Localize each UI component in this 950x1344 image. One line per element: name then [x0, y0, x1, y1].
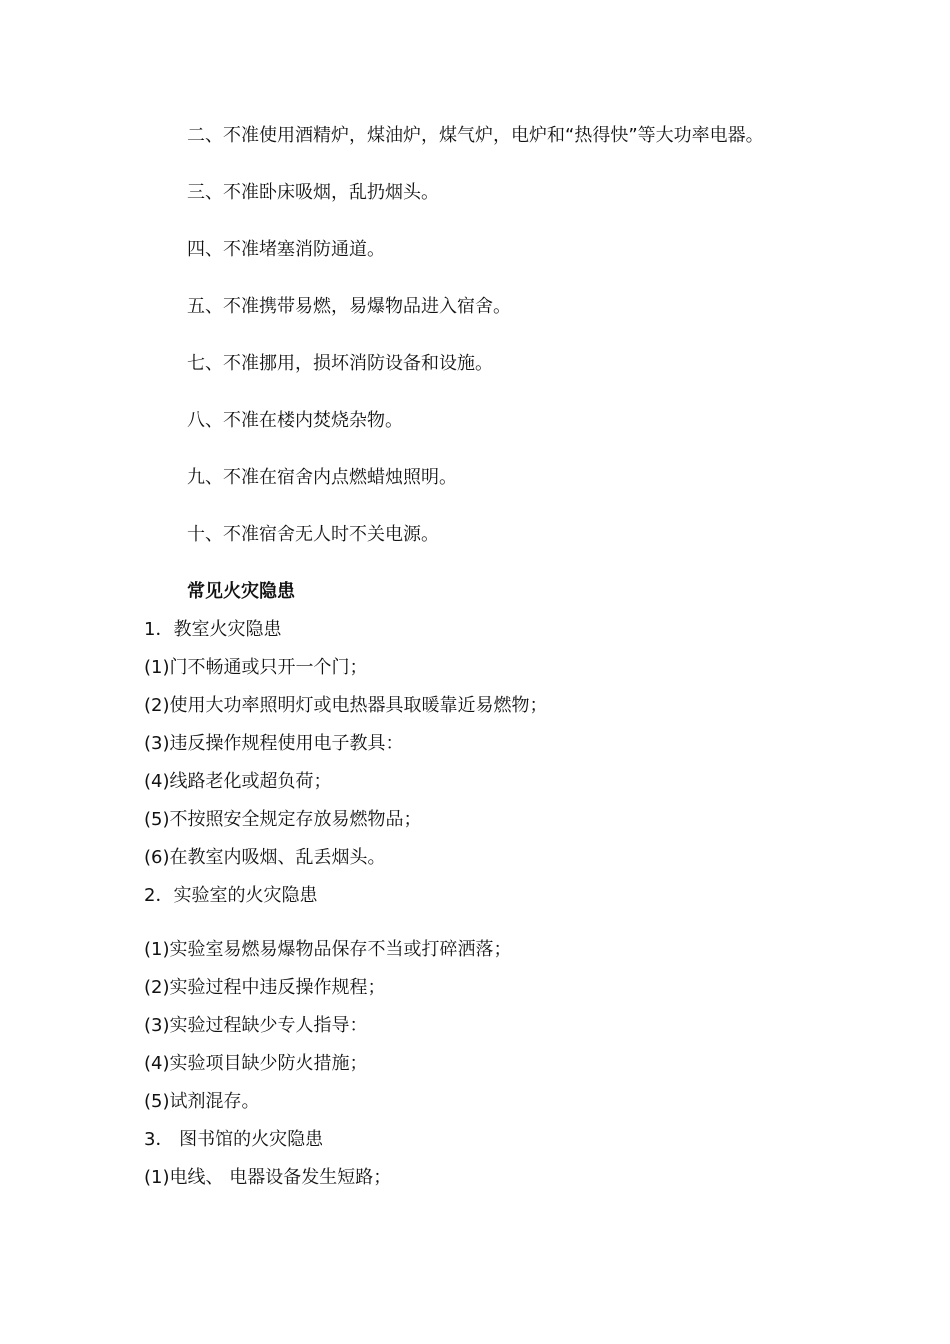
rule-item-10: 十、不准宿舍无人时不关电源。 — [187, 524, 439, 545]
rule-item-8: 八、不准在楼内焚烧杂物。 — [187, 410, 403, 431]
classroom-item: (4)线路老化或超负荷； — [144, 771, 332, 792]
lab-title: 2．实验室的火灾隐患 — [144, 885, 318, 906]
classroom-item: (3)违反操作规程使用电子教具： — [144, 733, 404, 754]
rule-item-4: 四、不准堵塞消防通道。 — [187, 239, 385, 260]
lab-item: (3)实验过程缺少专人指导： — [144, 1015, 368, 1036]
classroom-item: (1)门不畅通或只开一个门； — [144, 657, 368, 678]
rule-item-5: 五、不准携带易燃，易爆物品进入宿舍。 — [187, 296, 511, 317]
classroom-item: (6)在教室内吸烟、乱丢烟头。 — [144, 847, 386, 868]
rule-item-2: 二、不准使用酒精炉，煤油炉，煤气炉，电炉和“热得快”等大功率电器。 — [187, 125, 764, 146]
section-title: 常见火灾隐患 — [187, 581, 295, 602]
lab-item: (4)实验项目缺少防火措施； — [144, 1053, 368, 1074]
lab-item: (1)实验室易燃易爆物品保存不当或打碎洒落； — [144, 939, 512, 960]
lab-item: (5)试剂混存。 — [144, 1091, 260, 1112]
rule-item-9: 九、不准在宿舍内点燃蜡烛照明。 — [187, 467, 457, 488]
rule-item-3: 三、不准卧床吸烟，乱扔烟头。 — [187, 182, 439, 203]
classroom-item: (5)不按照安全规定存放易燃物品； — [144, 809, 422, 830]
classroom-item: (2)使用大功率照明灯或电热器具取暖靠近易燃物； — [144, 695, 548, 716]
lab-item: (2)实验过程中违反操作规程； — [144, 977, 386, 998]
library-title: 3． 图书馆的火灾隐患 — [144, 1129, 324, 1150]
classroom-title: 1．教室火灾隐患 — [144, 619, 282, 640]
rule-item-7: 七、不准挪用，损坏消防设备和设施。 — [187, 353, 493, 374]
library-item: (1)电线、 电器设备发生短路； — [144, 1167, 392, 1188]
